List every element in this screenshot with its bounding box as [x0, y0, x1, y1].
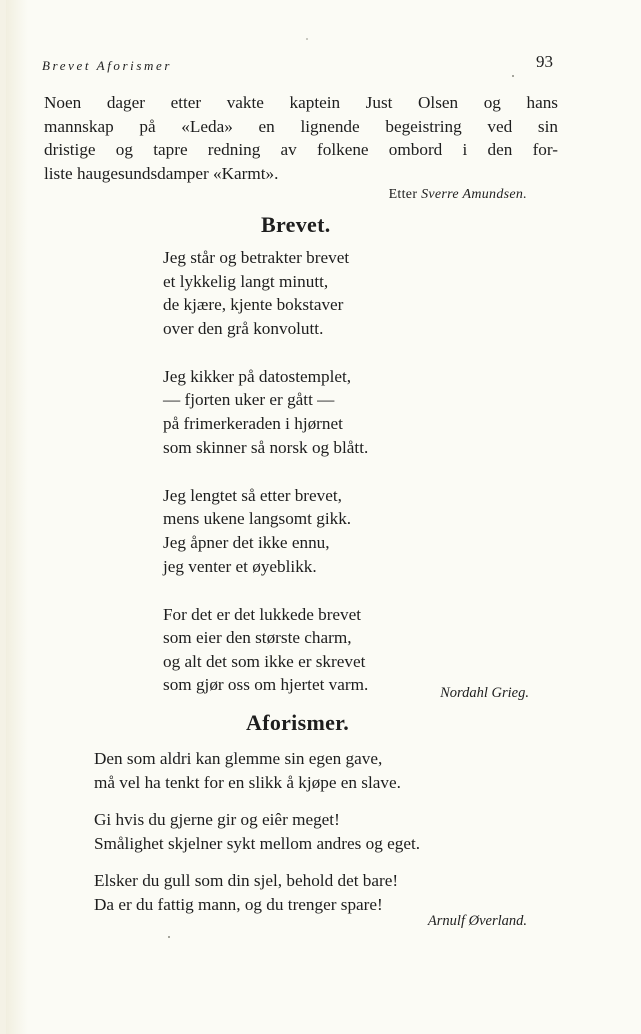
aphorisms-title: Aforismer.	[246, 710, 349, 735]
poem-line: og alt det som ikke er skrevet	[163, 651, 366, 671]
aphorism	[94, 747, 528, 794]
poem-line: på frimerkeraden i hjørnet	[163, 414, 343, 434]
aphorism-line: Elsker du gull som din sjel, behold det bare!	[94, 871, 399, 891]
poem-line: For det er det lukkede brevet	[163, 604, 362, 624]
poem-line: som eier den største charm,	[163, 628, 352, 648]
poem-line: Jeg åpner det ikke ennu,	[163, 532, 330, 552]
poem-line: jeg venter et øyeblikk.	[163, 556, 317, 576]
aphorisms-author: Arnulf Øverland.	[427, 913, 527, 929]
intro-line: dristige og tapre redning av folkene ombord i den for-	[44, 140, 558, 160]
paper-speck	[306, 38, 308, 40]
intro-attribution	[389, 187, 527, 203]
page-number: 93	[536, 52, 553, 71]
intro-paragraph	[44, 91, 558, 185]
aphorism-line: Da er du fattig mann, og du trenger spare!	[94, 894, 383, 914]
poem-line: Jeg kikker på datostemplet,	[163, 366, 352, 386]
poem-line: et lykkelig langt minutt,	[163, 271, 329, 291]
aphorism-line: Smålighet skjelner sykt mellom andres og eget.	[94, 833, 421, 853]
poem-stanza	[163, 365, 368, 459]
aphorism-line: må vel ha tenkt for en slikk å kjøpe en slave.	[94, 772, 401, 792]
aphorism-line: Gi hvis du gjerne gir og eiêr meget!	[94, 810, 340, 830]
poem-line: de kjære, kjente bokstaver	[163, 295, 344, 315]
attribution-prefix: Etter	[388, 187, 418, 202]
aphorism	[94, 869, 528, 916]
aphorism	[94, 808, 528, 855]
poem-line: som gjør oss om hjertet varm.	[163, 675, 369, 695]
paper-speck	[168, 936, 170, 938]
poem-line: Jeg lengtet så etter brevet,	[163, 485, 342, 505]
poem-author: Nordahl Grieg.	[440, 685, 529, 701]
poem-title: Brevet.	[261, 212, 331, 237]
poem-line: over den grå konvolutt.	[163, 318, 324, 338]
aphorisms-body	[94, 747, 528, 931]
poem-body	[163, 246, 368, 722]
poem-stanza	[163, 484, 368, 578]
poem-line: mens ukene langsomt gikk.	[163, 509, 352, 529]
intro-line: liste haugesundsdamper «Karmt».	[44, 163, 279, 183]
poem-stanza	[163, 246, 368, 340]
paper-speck	[512, 75, 514, 77]
poem-line: som skinner så norsk og blått.	[163, 437, 369, 457]
aphorism-line: Den som aldri kan glemme sin egen gave,	[94, 749, 383, 768]
intro-line: Noen dager etter vakte kaptein Just Olsen og hans	[44, 93, 558, 112]
poem-stanza	[163, 603, 368, 697]
attribution-name: Sverre Amundsen.	[421, 187, 527, 202]
intro-line: mannskap på «Leda» en lignende begeistring ved sin	[44, 116, 558, 136]
running-head: Brevet Aforismer	[42, 58, 173, 73]
poem-line: — fjorten uker er gått —	[163, 390, 335, 410]
poem-line: Jeg står og betrakter brevet	[163, 248, 350, 267]
